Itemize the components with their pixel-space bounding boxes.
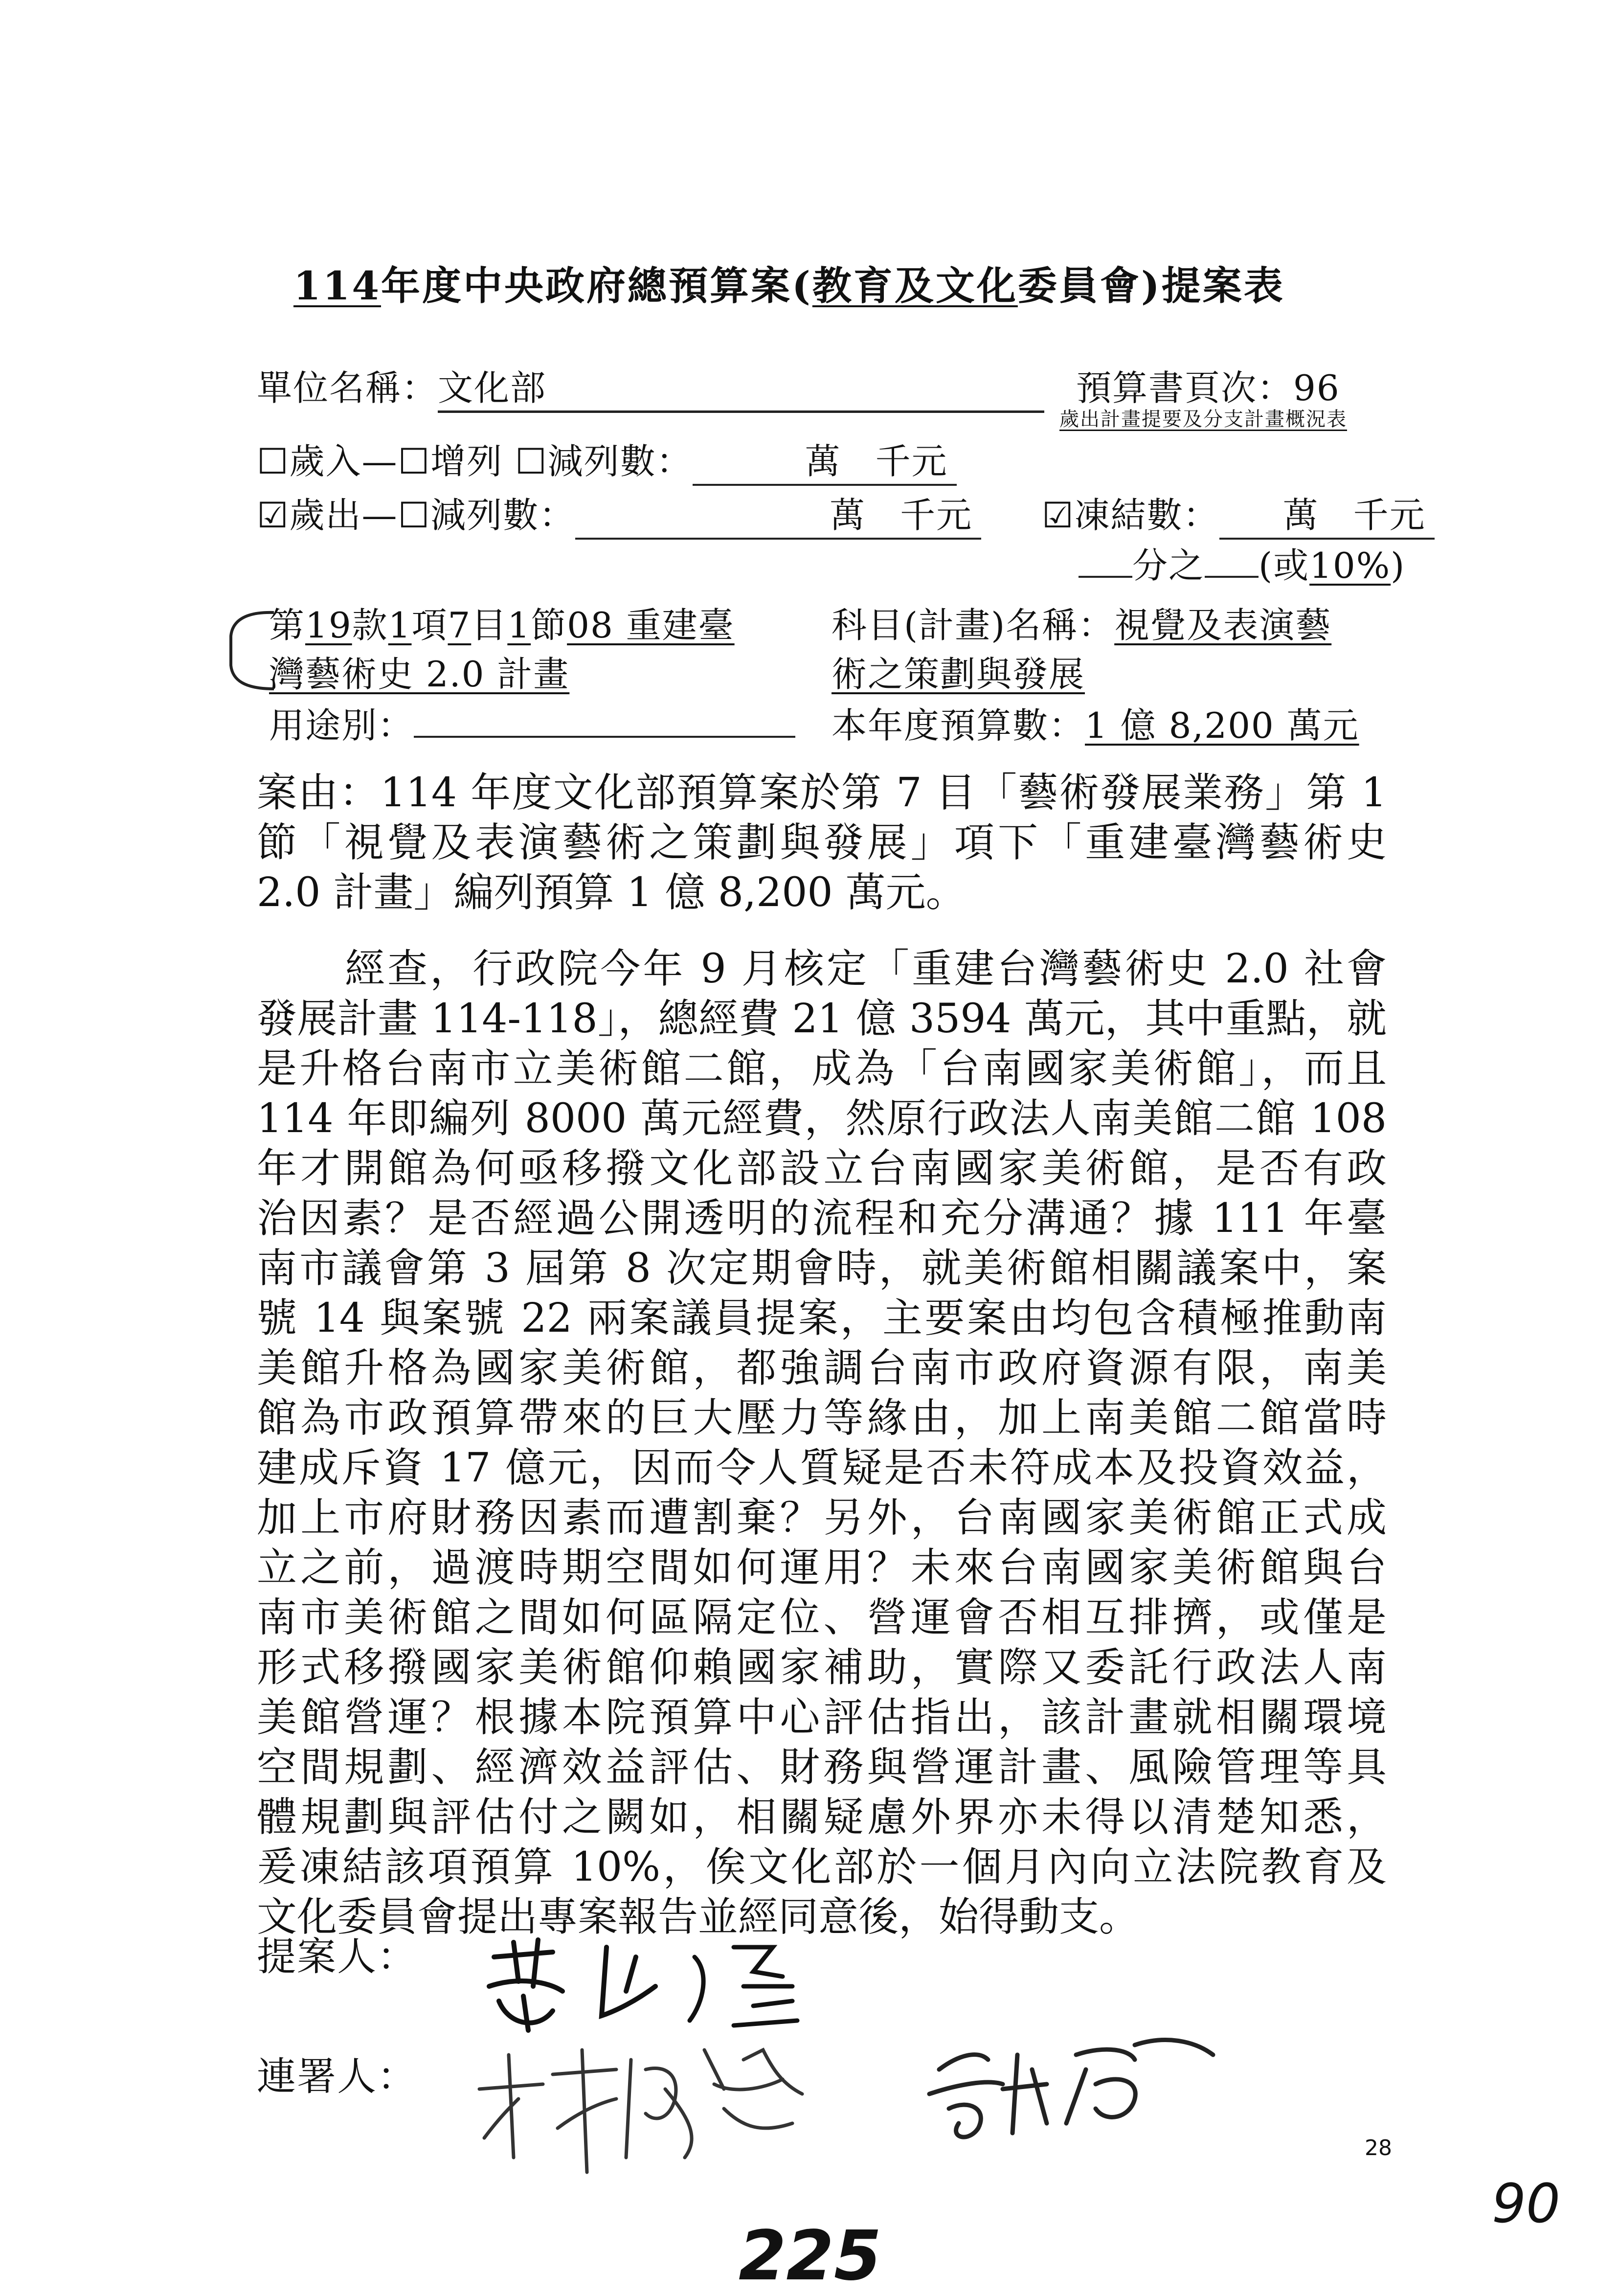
- freeze-fraction: [1079, 537, 1405, 588]
- item-line2: 灣藝術史 2.0 計畫: [269, 654, 570, 695]
- unit-label: 單位名稱：: [257, 367, 438, 409]
- unit-qian: 千元: [900, 495, 973, 536]
- body-line: 治因素？是否經過公開透明的流程和充分溝通？據 111 年臺: [257, 1195, 1387, 1242]
- body-line: 2.0 計畫」編列預算 1 億 8,200 萬元。: [257, 869, 966, 916]
- expense-checkbox[interactable]: ☑: [257, 495, 290, 536]
- page-number: 28: [1365, 2136, 1392, 2160]
- body-line: 號 14 與案號 22 兩案議員提案，主要案由均包含積極推動南: [257, 1295, 1387, 1341]
- usage-row: [269, 697, 795, 748]
- freeze-percent: 10%: [1309, 545, 1391, 586]
- item-program: 08 重建臺: [567, 605, 735, 646]
- budget-row: [832, 697, 1359, 748]
- expense-label: 歲出—: [289, 495, 398, 536]
- proposer-signature: [479, 1928, 851, 2040]
- blank-line: [1079, 571, 1132, 578]
- case-details: [257, 944, 1387, 1942]
- expense-decrease-checkbox[interactable]: ☐: [398, 495, 431, 536]
- body-line: 案由：114 年度文化部預算案於第 7 目「藝術發展業務」第 1: [257, 770, 1387, 816]
- income-label: 歲入—: [289, 441, 398, 482]
- body-line: 建成斥資 17 億元，因而令人質疑是否未符成本及投資效益，: [257, 1445, 1387, 1491]
- cosigner-signature-2: [920, 2025, 1252, 2153]
- page-ref: [1076, 360, 1340, 410]
- title-year: 114: [293, 263, 381, 309]
- income-checkbox[interactable]: ☐: [257, 441, 290, 482]
- page-source: 歲出計畫提要及分支計畫概況表: [1059, 408, 1347, 431]
- handwritten-number: 225: [739, 2216, 882, 2296]
- item-line1: [269, 597, 735, 648]
- unit-wan: 萬: [1282, 495, 1319, 536]
- body-line: 立之前，過渡時期空間如何運用？未來台南國家美術館與台: [257, 1545, 1387, 1591]
- freeze-checkbox[interactable]: ☑: [1042, 495, 1075, 536]
- expense-decrease-label: 減列數：: [430, 495, 576, 536]
- usage-label: 用途別：: [269, 705, 414, 746]
- title-committee: 教育及文化: [812, 263, 1018, 309]
- body-line: 南市美術館之間如何區隔定位、營運會否相互排擠，或僅是: [257, 1594, 1387, 1641]
- freeze-label: 凍結數：: [1074, 495, 1219, 536]
- body-line: 發展計畫 114-118」，總經費 21 億 3594 萬元，其中重點，就: [257, 996, 1387, 1042]
- decrease-checkbox[interactable]: ☐: [515, 441, 548, 482]
- usage-field: [414, 731, 795, 738]
- title-text: )提案表: [1141, 263, 1285, 309]
- item-text: 項: [411, 605, 448, 646]
- paren-close: ): [1391, 545, 1406, 586]
- budget-label: 本年度預算數：: [832, 705, 1085, 746]
- paren-open: (或: [1259, 545, 1310, 586]
- proposer-label: 提案人：: [257, 1934, 417, 1979]
- item-xiang: 1: [388, 605, 412, 646]
- body-line: 形式移撥國家美術館仰賴國家補助，實際又委託行政法人南: [257, 1644, 1387, 1691]
- document-title: [293, 254, 1285, 311]
- body-line: 是升格台南市立美術館二館，成為「台南國家美術館」，而且: [257, 1046, 1387, 1092]
- expense-amount-field: [575, 487, 981, 540]
- unit-wan: 萬: [830, 495, 866, 536]
- item-text: 款: [352, 605, 388, 646]
- cosigner-signature-1: [470, 2030, 822, 2187]
- budget-value: 1 億 8,200 萬元: [1085, 705, 1359, 746]
- freeze-amount-field: [1219, 487, 1435, 540]
- subject-line1: [832, 597, 1331, 648]
- item-text: 第: [269, 605, 306, 646]
- body-line: 經查，行政院今年 9 月核定「重建台灣藝術史 2.0 社會: [345, 946, 1387, 992]
- unit-wan: 萬: [805, 441, 841, 482]
- item-mu: 7: [448, 605, 472, 646]
- subject-label: 科目(計畫)名稱：: [832, 605, 1115, 646]
- page-value: 96: [1293, 367, 1340, 409]
- item-kuan: 19: [305, 605, 352, 646]
- body-line: 節「視覺及表演藝術之策劃與發展」項下「重建臺灣藝術史: [257, 819, 1387, 866]
- increase-label: 增列: [430, 441, 503, 482]
- decrease-label: 減列數：: [547, 441, 693, 482]
- body-line: 空間規劃、經濟效益評估、財務與營運計畫、風險管理等具: [257, 1744, 1387, 1791]
- unit-value: 文化部: [438, 360, 1044, 413]
- blank-line: [1205, 571, 1259, 578]
- income-row: [257, 433, 957, 486]
- unit-qian: 千元: [875, 441, 948, 482]
- item-text: 節: [531, 605, 567, 646]
- body-line: 美館升格為國家美術館，都強調台南市政府資源有限，南美: [257, 1345, 1387, 1391]
- freeze-row: [1042, 487, 1435, 540]
- title-text: 年度中央政府總預算案(: [381, 263, 812, 309]
- unit-qian: 千元: [1353, 495, 1426, 536]
- handwritten-page-number: 90: [1492, 2172, 1560, 2235]
- item-text: 目: [471, 605, 508, 646]
- body-line: 南市議會第 3 屆第 8 次定期會時，就美術館相關議案中，案: [257, 1245, 1387, 1292]
- body-line: 爰凍結該項預算 10%，俟文化部於一個月內向立法院教育及: [257, 1844, 1387, 1890]
- body-line: 年才開館為何亟移撥文化部設立台南國家美術館，是否有政: [257, 1145, 1387, 1192]
- body-line: 文化委員會提出專案報告並經同意後，始得動支。: [257, 1894, 1140, 1940]
- subject-value: 視覺及表演藝: [1114, 605, 1332, 646]
- increase-checkbox[interactable]: ☐: [398, 441, 431, 482]
- case-reason: [257, 768, 1387, 918]
- body-line: 體規劃與評估付之闕如，相關疑慮外界亦未得以清楚知悉，: [257, 1794, 1387, 1841]
- expense-row: [257, 487, 981, 540]
- body-line: 美館營運？根據本院預算中心評估指出，該計畫就相關環境: [257, 1694, 1387, 1741]
- body-line: 加上市府財務因素而遭割棄？另外，台南國家美術館正式成: [257, 1495, 1387, 1541]
- fraction-label: 分之: [1132, 545, 1205, 586]
- cosigner-label: 連署人：: [257, 2054, 417, 2099]
- subject-line2: 術之策劃與發展: [832, 654, 1085, 695]
- body-line: 114 年即編列 8000 萬元經費，然原行政法人南美館二館 108: [257, 1095, 1387, 1142]
- page-label: 預算書頁次：: [1076, 367, 1294, 409]
- income-amount-field: [693, 433, 957, 486]
- body-line: 館為市政預算帶來的巨大壓力等緣由，加上南美館二館當時: [257, 1395, 1387, 1441]
- title-text: 委員會: [1017, 263, 1141, 309]
- item-jie: 1: [507, 605, 531, 646]
- unit-row: [257, 360, 1044, 413]
